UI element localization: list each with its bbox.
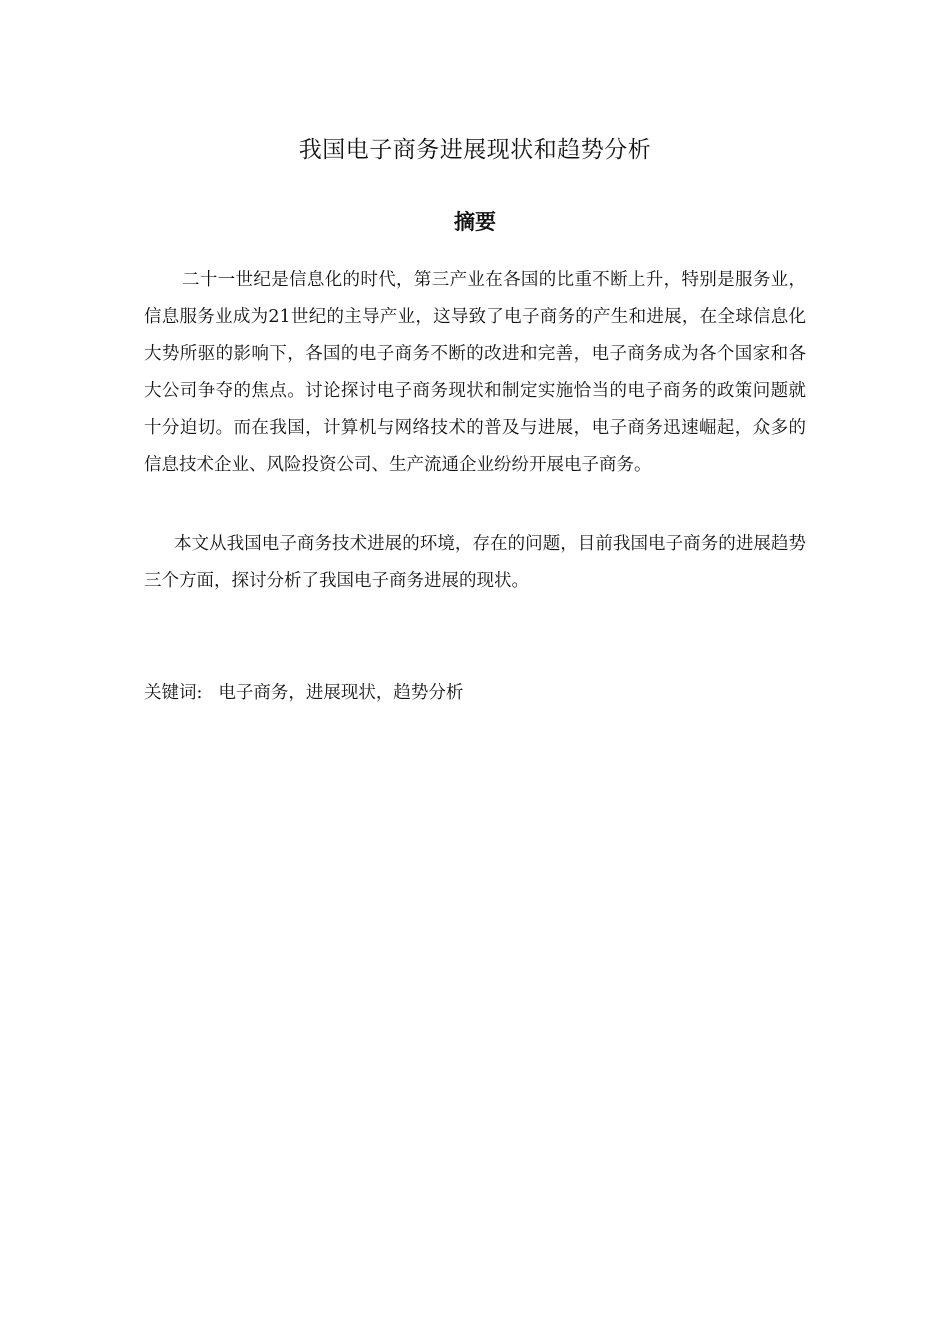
keywords-label: 关键词:: [144, 683, 203, 703]
abstract-heading: 摘要: [454, 210, 496, 234]
keywords-value: 电子商务，进展现状，趋势分析: [218, 683, 464, 703]
abstract-paragraph-2: 本文从我国电子商务技术进展的环境，存在的问题，目前我国电子商务的进展趋势三个方面，探讨分析了我国电子商务进展的现状。: [144, 534, 806, 591]
document-title: 我国电子商务进展现状和趋势分析: [298, 137, 652, 163]
abstract-paragraph-1: 二十一世纪是信息化的时代，第三产业在各国的比重不断上升，特别是服务业，信息服务业成为21世纪的主导产业，这导致了电子商务的产生和进展，在全球信息化大势所驱的影响下，各国的电子商务不断的改进和完善，电子商务成为各个国家和各大公司争夺的焦点。讨论探讨电子商务现状和制定实施恰当的电子商务的政策问题就十分迫切。而在我国，计算机与网络技术的普及与进展，电子商务迅速崛起，众多的信息技术企业、风险投资公司、生产流通企业纷纷开展电子商务。: [144, 270, 806, 475]
keywords-line: [144, 676, 463, 710]
